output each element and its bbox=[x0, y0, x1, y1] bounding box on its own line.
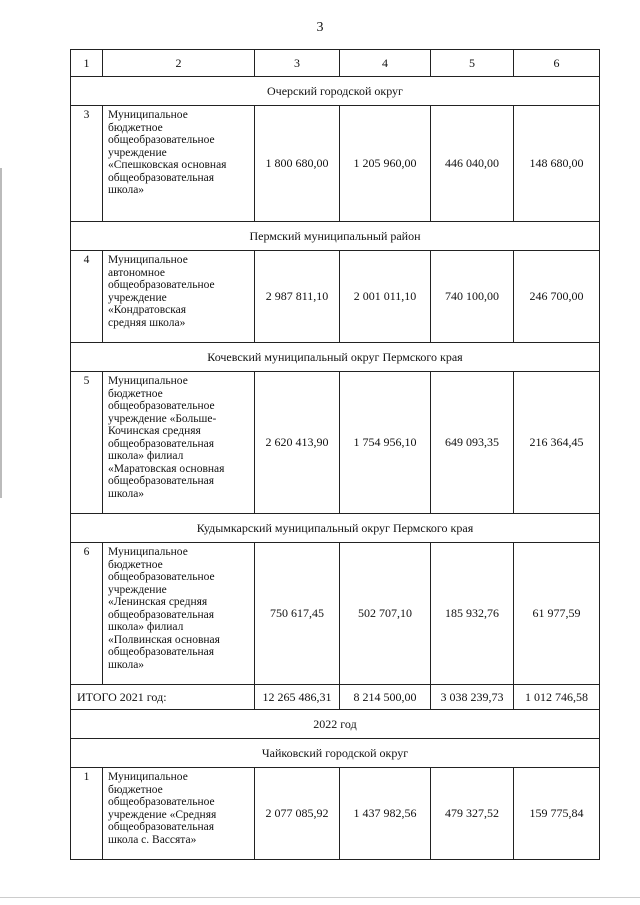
amount-col-6: 246 700,00 bbox=[514, 251, 600, 343]
institution-name-line: школа» bbox=[108, 487, 145, 500]
institution-name-line: Кочинская средняя bbox=[108, 425, 201, 437]
total-col-6: 1 012 746,58 bbox=[514, 685, 600, 710]
institution-name-line: «Полвинская основная bbox=[108, 633, 220, 646]
institution-name-line: школа» филиал bbox=[108, 450, 184, 462]
year-heading: 2022 год bbox=[71, 710, 600, 739]
year-heading-row bbox=[71, 710, 600, 739]
header-col-5: 5 bbox=[431, 50, 514, 77]
row-index: 3 bbox=[71, 106, 103, 222]
amount-col-5: 185 932,76 bbox=[431, 543, 514, 685]
total-col-4: 8 214 500,00 bbox=[340, 685, 431, 710]
institution-name bbox=[103, 543, 255, 685]
institution-name-line: общеобразовательное bbox=[108, 400, 215, 412]
institution-name-line: средняя школа» bbox=[108, 316, 186, 329]
section-heading-row bbox=[71, 343, 600, 372]
section-title: Пермский муниципальный район bbox=[71, 222, 600, 251]
row-index: 1 bbox=[71, 768, 103, 860]
section-title: Кудымкарский муниципальный округ Пермского края bbox=[71, 514, 600, 543]
table-row bbox=[71, 543, 600, 685]
section-title: Очерский городской округ bbox=[71, 77, 600, 106]
institution-name-line: общеобразовательное bbox=[108, 571, 215, 583]
institution-name-line: «Спешковская основная bbox=[108, 159, 227, 171]
table-row bbox=[71, 768, 600, 860]
amount-col-6: 159 775,84 bbox=[514, 768, 600, 860]
institution-name-line: Муниципальное bbox=[108, 546, 188, 558]
amount-col-3: 2 987 811,10 bbox=[255, 251, 340, 343]
section-heading-row bbox=[71, 514, 600, 543]
amount-col-4: 1 205 960,00 bbox=[340, 106, 431, 222]
total-row bbox=[71, 685, 600, 710]
amount-col-3: 750 617,45 bbox=[255, 543, 340, 685]
institution-name-line: бюджетное bbox=[108, 387, 163, 400]
institution-name bbox=[103, 106, 255, 222]
institution-name-line: общеобразовательное bbox=[108, 796, 215, 808]
institution-name-line: общеобразовательная bbox=[108, 821, 214, 833]
amount-col-6: 61 977,59 bbox=[514, 543, 600, 685]
institution-name-line: учреждение bbox=[108, 146, 167, 159]
institution-name-line: общеобразовательное bbox=[108, 279, 215, 291]
institution-name-line: общеобразовательная bbox=[108, 646, 214, 658]
total-col-3: 12 265 486,31 bbox=[255, 685, 340, 710]
total-col-5: 3 038 239,73 bbox=[431, 685, 514, 710]
institution-name-line: учреждение bbox=[108, 291, 167, 304]
amount-col-5: 649 093,35 bbox=[431, 372, 514, 514]
institution-name-line: Муниципальное bbox=[108, 109, 188, 121]
funding-table bbox=[70, 49, 600, 860]
institution-name-line: «Ленинская средняя bbox=[108, 596, 208, 608]
institution-name-line: школа» bbox=[108, 184, 145, 196]
amount-col-6: 148 680,00 bbox=[514, 106, 600, 222]
amount-col-4: 2 001 011,10 bbox=[340, 251, 431, 343]
institution-name-line: Муниципальное bbox=[108, 254, 188, 266]
section-heading-row bbox=[71, 739, 600, 768]
header-col-2: 2 bbox=[103, 50, 255, 77]
amount-col-5: 740 100,00 bbox=[431, 251, 514, 343]
amount-col-4: 502 707,10 bbox=[340, 543, 431, 685]
institution-name-line: Муниципальное bbox=[108, 771, 188, 783]
institution-name-line: учреждение «Больше- bbox=[108, 412, 217, 425]
institution-name-line: учреждение bbox=[108, 583, 167, 596]
institution-name-line: учреждение «Средняя bbox=[108, 808, 217, 821]
section-title: Чайковский городской округ bbox=[71, 739, 600, 768]
amount-col-3: 1 800 680,00 bbox=[255, 106, 340, 222]
institution-name-line: общеобразовательная bbox=[108, 608, 214, 621]
institution-name-line: общеобразовательная bbox=[108, 475, 214, 487]
institution-name-line: «Маратовская основная bbox=[108, 462, 225, 475]
institution-name-line: бюджетное bbox=[108, 783, 163, 796]
institution-name bbox=[103, 768, 255, 860]
institution-name-line: Муниципальное bbox=[108, 375, 188, 387]
institution-name-line: общеобразовательная bbox=[108, 171, 214, 184]
header-col-3: 3 bbox=[255, 50, 340, 77]
amount-col-3: 2 077 085,92 bbox=[255, 768, 340, 860]
institution-name-line: школа» филиал bbox=[108, 621, 184, 633]
row-index: 4 bbox=[71, 251, 103, 343]
row-index: 5 bbox=[71, 372, 103, 514]
table-row bbox=[71, 372, 600, 514]
total-label: ИТОГО 2021 год: bbox=[71, 685, 255, 710]
institution-name-line: бюджетное bbox=[108, 558, 163, 571]
institution-name-line: «Кондратовская bbox=[108, 304, 187, 316]
institution-name-line: автономное bbox=[108, 266, 165, 279]
amount-col-3: 2 620 413,90 bbox=[255, 372, 340, 514]
institution-name-line: школа с. Вассята» bbox=[108, 833, 197, 846]
page-number: 3 bbox=[316, 20, 324, 35]
header-col-1: 1 bbox=[71, 50, 103, 77]
section-heading-row bbox=[71, 77, 600, 106]
institution-name-line: школа» bbox=[108, 658, 145, 671]
amount-col-6: 216 364,45 bbox=[514, 372, 600, 514]
amount-col-4: 1 437 982,56 bbox=[340, 768, 431, 860]
amount-col-5: 446 040,00 bbox=[431, 106, 514, 222]
section-heading-row bbox=[71, 222, 600, 251]
section-title: Кочевский муниципальный округ Пермского края bbox=[71, 343, 600, 372]
row-index: 6 bbox=[71, 543, 103, 685]
institution-name-line: общеобразовательная bbox=[108, 437, 214, 450]
amount-col-5: 479 327,52 bbox=[431, 768, 514, 860]
institution-name-line: бюджетное bbox=[108, 121, 163, 134]
institution-name bbox=[103, 372, 255, 514]
table-row bbox=[71, 106, 600, 222]
institution-name bbox=[103, 251, 255, 343]
page-bottom-edge bbox=[0, 897, 640, 898]
scan-edge-mark bbox=[0, 168, 2, 498]
table-row bbox=[71, 251, 600, 343]
header-col-6: 6 bbox=[514, 50, 600, 77]
header-col-4: 4 bbox=[340, 50, 431, 77]
header-row bbox=[71, 50, 600, 77]
amount-col-4: 1 754 956,10 bbox=[340, 372, 431, 514]
institution-name-line: общеобразовательное bbox=[108, 134, 215, 146]
